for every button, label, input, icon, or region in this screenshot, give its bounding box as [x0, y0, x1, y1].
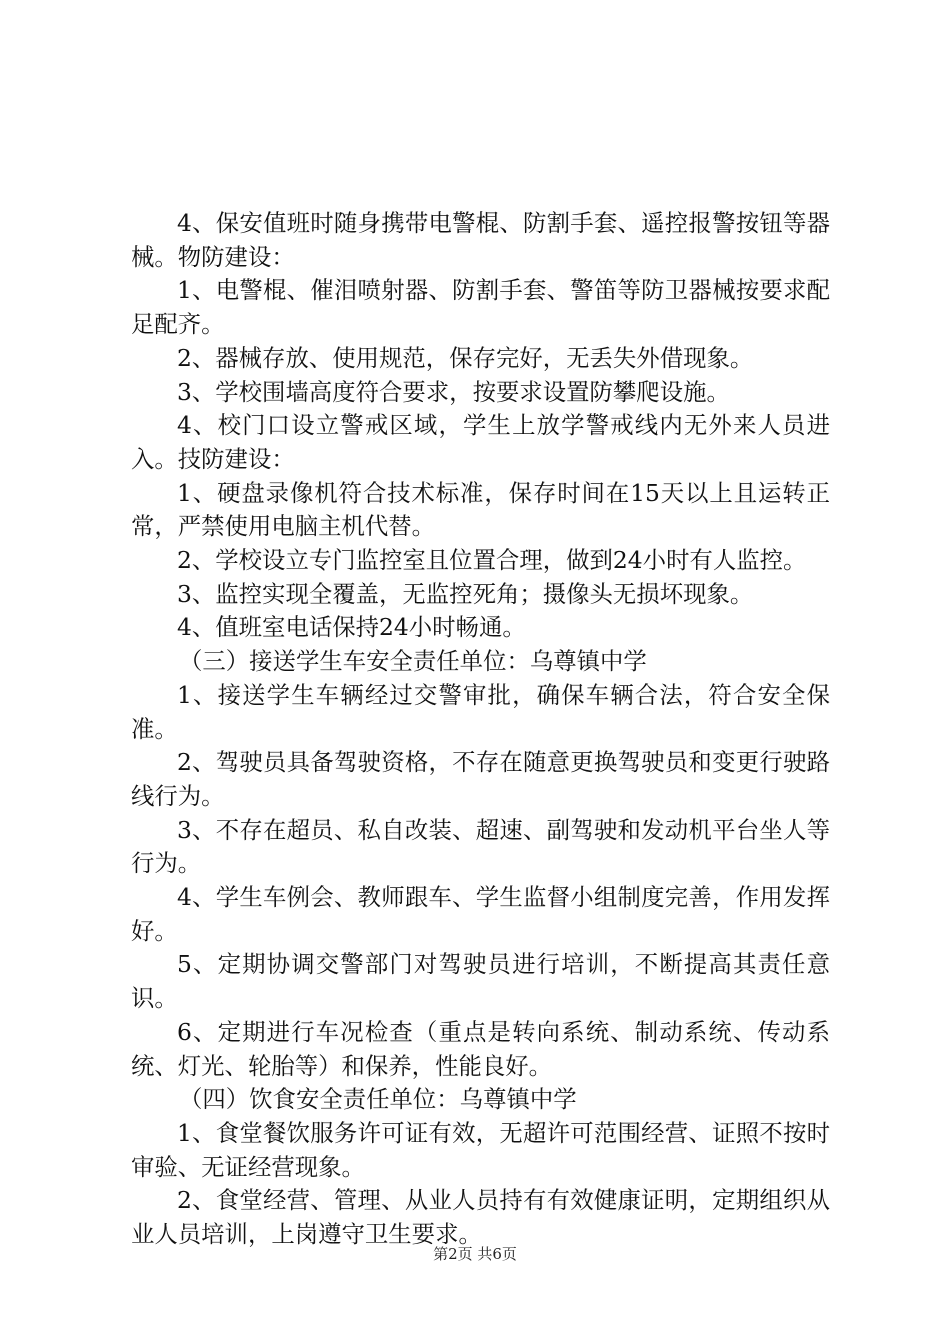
section-heading: （四）饮食安全责任单位：乌尊镇中学: [179, 1085, 577, 1114]
paragraph: 1、硬盘录像机符合技术标准，保存时间在15天以上且运转正常，严禁使用电脑主机代替。: [131, 478, 830, 541]
paragraph: 2、器械存放、使用规范，保存完好，无丢失外借现象。: [177, 343, 754, 372]
paragraph: 1、电警棍、催泪喷射器、防割手套、警笛等防卫器械按要求配足配齐。: [131, 276, 830, 339]
paragraph: 4、值班室电话保持24小时畅通。: [177, 613, 526, 642]
paragraph: 4、保安值班时随身携带电警棍、防割手套、遥控报警按钮等器械。物防建设：: [131, 209, 830, 271]
paragraph: 4、校门口设立警戒区域，学生上放学警戒线内无外来人员进入。技防建设：: [131, 411, 830, 473]
paragraph: 1、食堂餐饮服务许可证有效，无超许可范围经营、证照不按时审验、无证经营现象。: [131, 1118, 830, 1181]
paragraph: 6、定期进行车况检查（重点是转向系统、制动系统、传动系统、灯光、轮胎等）和保养，性能良好。: [131, 1017, 830, 1080]
paragraph: 5、定期协调交警部门对驾驶员进行培训，不断提高其责任意识。: [131, 950, 830, 1013]
paragraph: 2、食堂经营、管理、从业人员持有有效健康证明，定期组织从业人员培训，上岗遵守卫生要求。: [131, 1186, 830, 1249]
paragraph: 2、驾驶员具备驾驶资格，不存在随意更换驾驶员和变更行驶路线行为。: [131, 748, 830, 810]
paragraph: 4、学生车例会、教师跟车、学生监督小组制度完善，作用发挥好。: [131, 883, 830, 945]
paragraph: 1、接送学生车辆经过交警审批，确保车辆合法，符合安全保准。: [131, 680, 830, 743]
paragraph: 3、不存在超员、私自改装、超速、副驾驶和发动机平台坐人等行为。: [131, 815, 830, 878]
document-body: [131, 207, 830, 1252]
paragraph: 3、监控实现全覆盖，无监控死角；摄像头无损坏现象。: [177, 579, 754, 608]
paragraph: 2、学校设立专门监控室且位置合理，做到24小时有人监控。: [177, 546, 807, 575]
page-number-footer: 第2页 共6页: [433, 1245, 517, 1263]
section-heading: （三）接送学生车安全责任单位：乌尊镇中学: [179, 647, 647, 676]
paragraph: 3、学校围墙高度符合要求，按要求设置防攀爬设施。: [177, 377, 730, 406]
